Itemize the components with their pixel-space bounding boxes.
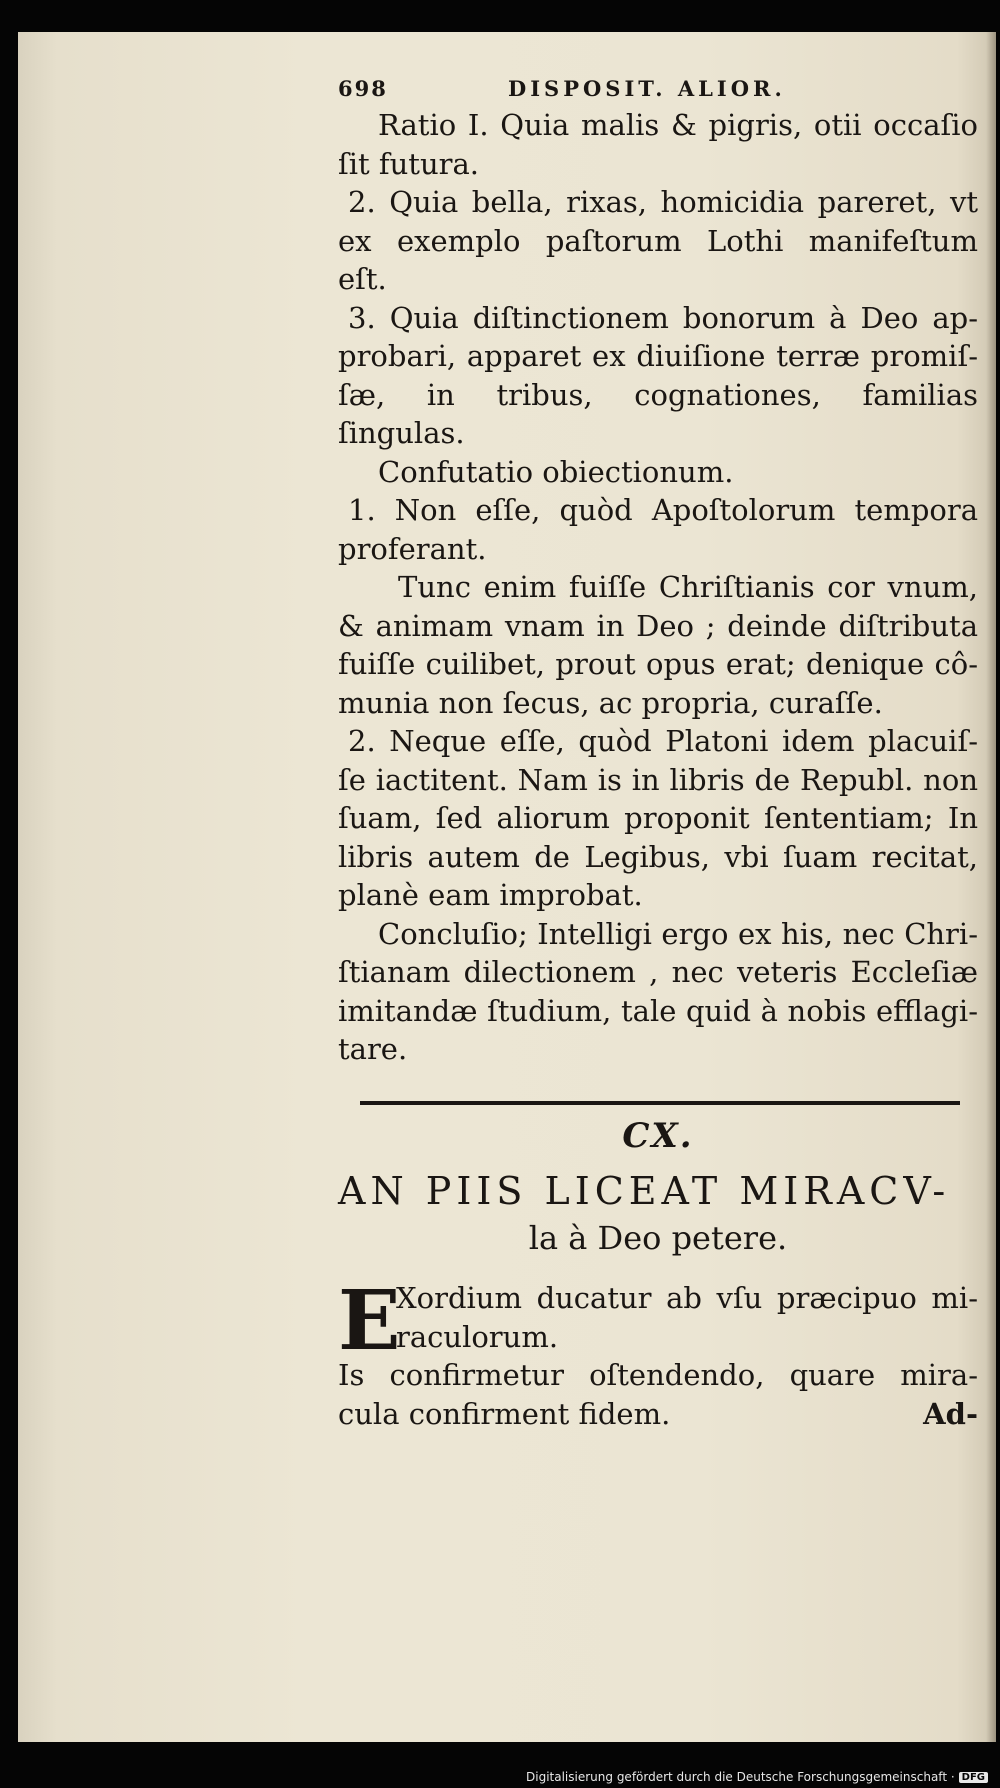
text-line: [338, 1395, 978, 1434]
dfg-logo: DFG: [959, 1772, 988, 1783]
text-block: [338, 72, 978, 1433]
text-line: ex exemplo paſtorum Lothi manifeſtum: [338, 223, 978, 258]
text-line: fuiſſe cuilibet, prout opus erat; denique cô-: [338, 647, 978, 681]
page-number: 698: [338, 76, 388, 101]
digitization-credit: [526, 1770, 988, 1784]
page-header: [338, 72, 978, 106]
exordium-paragraph: [338, 1273, 978, 1369]
text-line: Xordium ducatur ab vſu præcipuo mi-: [396, 1281, 978, 1315]
book-page: [18, 32, 996, 1742]
text-line: ſe iactitent. Nam is in libris de Republ. non: [338, 762, 978, 797]
text-line: Is confirmetur oſtendendo, quare mira-: [338, 1358, 978, 1392]
section-number: CX.: [622, 1115, 694, 1156]
text-line: tare.: [338, 1032, 408, 1066]
text-line: imitandæ ſtudium, tale quid à nobis efflagi-: [338, 993, 978, 1028]
text-line: 1. Non eſſe, quòd Apoſtolorum tempora: [348, 493, 978, 527]
text-line: Ratio I. Quia malis & pigris, otii occaſio: [378, 108, 978, 142]
text-line: Confutatio obiectionum.: [378, 454, 734, 489]
catchword: Ad-: [923, 1396, 978, 1431]
line-text: cula confirment fidem.: [338, 1396, 671, 1431]
section-title: AN PIIS LICEAT MIRACV-: [338, 1169, 951, 1213]
text-line: ſtianam dilectionem , nec veteris Eccleſiæ: [338, 955, 978, 989]
text-line: 3. Quia diſtinctionem bonorum à Deo ap-: [348, 300, 978, 335]
credit-text: Digitalisierung gefördert durch die Deutsche Forschungsgemeinschaft ·: [526, 1770, 955, 1784]
section-divider: [360, 1101, 960, 1105]
text-line: probari, apparet ex diuiſione terræ promiſ-: [338, 339, 978, 373]
running-title: DISPOSIT. ALIOR.: [508, 76, 786, 101]
text-line: & animam vnam in Deo ; deinde diſtributa: [338, 608, 978, 643]
text-line: ſæ, in tribus, cognationes, familias ſingulas.: [338, 377, 978, 450]
text-line: ſit futura.: [338, 146, 479, 181]
text-line: Concluſio; Intelligi ergo ex his, nec Chri-: [378, 916, 978, 951]
body-text: [338, 106, 978, 1069]
text-line: Tunc enim fuiſſe Chriſtianis cor vnum,: [398, 570, 978, 604]
text-line: ſuam, ſed aliorum proponit ſententiam; In: [338, 801, 978, 835]
section-subtitle: la à Deo petere.: [528, 1219, 788, 1257]
text-line: 2. Neque eſſe, quòd Platoni idem placuiſ-: [348, 724, 978, 758]
text-line: 2. Quia bella, rixas, homicidia pareret, vt: [348, 185, 978, 219]
text-line: raculorum.: [396, 1319, 559, 1354]
text-line: libris autem de Legibus, vbi ſuam recitat,: [338, 839, 978, 874]
closing-text: [338, 1356, 978, 1433]
text-line: planè eam improbat.: [338, 878, 643, 912]
page-edge-shadow: [986, 32, 996, 1742]
drop-cap: E: [338, 1273, 401, 1369]
text-line: munia non ſecus, ac propria, curaſſe.: [338, 685, 883, 720]
text-line: proferant.: [338, 531, 487, 566]
text-line: eſt.: [338, 262, 387, 296]
